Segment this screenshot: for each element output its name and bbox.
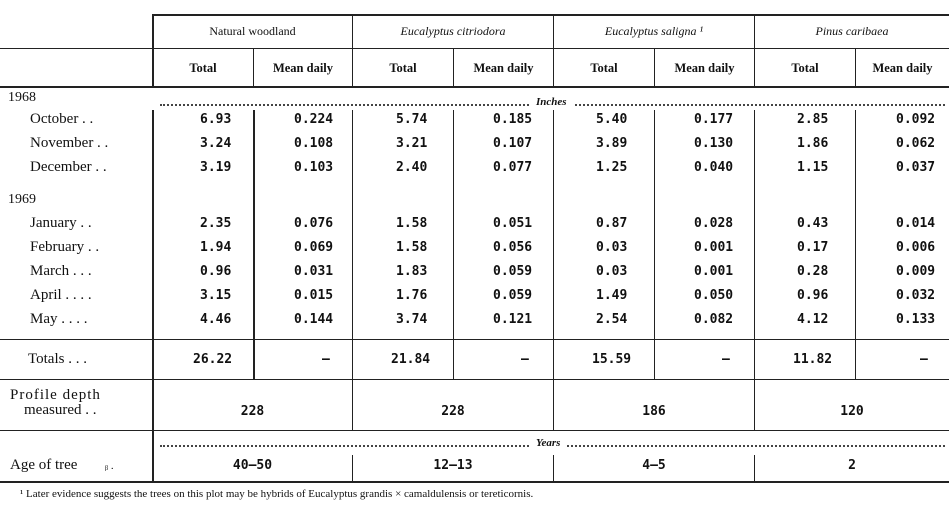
- cell-value: 0.144: [294, 312, 334, 327]
- cell-value: 0.040: [694, 160, 734, 175]
- cell-value: 0.130: [694, 136, 734, 151]
- age-of-tree-marker: ᵦ .: [105, 460, 114, 472]
- row-label: March . . .: [30, 263, 92, 279]
- cell-value: 0.009: [896, 264, 936, 279]
- col-header-pinus-caribaea: Pinus caribaea: [815, 24, 889, 38]
- unit-years: Years: [530, 437, 566, 449]
- total-dash: —: [920, 352, 928, 367]
- cell-value: 1.25: [596, 160, 628, 175]
- cell-value: 0.107: [493, 136, 533, 151]
- cell-value: 5.74: [396, 112, 428, 127]
- cell-value: 1.58: [396, 240, 428, 255]
- age-value: 4—5: [642, 458, 666, 473]
- total-dash: —: [521, 352, 529, 367]
- row-label: October . .: [30, 111, 94, 127]
- cell-value: 0.103: [294, 160, 334, 175]
- cell-value: 0.037: [896, 160, 936, 175]
- total-dash: —: [322, 352, 330, 367]
- cell-value: 1.58: [396, 216, 428, 231]
- cell-value: 2.40: [396, 160, 428, 175]
- cell-value: 2.35: [200, 216, 232, 231]
- row-label: January . .: [30, 215, 92, 231]
- subheader-mean-daily: Mean daily: [674, 61, 735, 75]
- cell-value: 0.96: [200, 264, 232, 279]
- total-value: 11.82: [793, 352, 833, 367]
- cell-value: 0.03: [596, 240, 628, 255]
- cell-value: 0.059: [493, 264, 533, 279]
- unit-inches: Inches: [530, 96, 573, 108]
- total-value: 26.22: [193, 352, 233, 367]
- cell-value: 0.185: [493, 112, 533, 127]
- subheader-total: Total: [389, 61, 417, 75]
- row-label: November . .: [30, 135, 109, 151]
- cell-value: 1.15: [797, 160, 829, 175]
- cell-value: 0.224: [294, 112, 334, 127]
- subheader-total: Total: [189, 61, 217, 75]
- cell-value: 0.96: [797, 288, 829, 303]
- cell-value: 0.059: [493, 288, 533, 303]
- cell-value: 2.54: [596, 312, 628, 327]
- cell-value: 0.006: [896, 240, 936, 255]
- cell-value: 4.12: [797, 312, 829, 327]
- cell-value: 0.014: [896, 216, 936, 231]
- cell-value: 3.24: [200, 136, 232, 151]
- cell-value: 0.001: [694, 240, 734, 255]
- age-value: 40—50: [232, 458, 273, 473]
- cell-value: 0.03: [596, 264, 628, 279]
- subheader-mean-daily: Mean daily: [473, 61, 534, 75]
- cell-value: 3.19: [200, 160, 232, 175]
- total-dash: —: [722, 352, 730, 367]
- cell-value: 3.15: [200, 288, 232, 303]
- subheader-total: Total: [791, 61, 819, 75]
- profile-depth-value: 186: [642, 404, 666, 419]
- profile-depth-label-line2: measured . .: [24, 402, 97, 418]
- cell-value: 0.108: [294, 136, 334, 151]
- cell-value: 3.89: [596, 136, 628, 151]
- totals-label: Totals . . .: [28, 351, 87, 367]
- cell-value: 1.76: [396, 288, 428, 303]
- year-label: 1968: [8, 90, 36, 105]
- cell-value: 2.85: [797, 112, 829, 127]
- total-value: 15.59: [592, 352, 632, 367]
- subheader-mean-daily: Mean daily: [872, 61, 933, 75]
- cell-value: 0.028: [694, 216, 734, 231]
- cell-value: 0.051: [493, 216, 533, 231]
- row-label: February . .: [30, 239, 100, 255]
- profile-depth-label: Profile depth: [10, 387, 101, 403]
- col-header-natural-woodland: Natural woodland: [209, 24, 296, 38]
- row-label: December . .: [30, 159, 107, 175]
- cell-value: 0.069: [294, 240, 334, 255]
- cell-value: 0.077: [493, 160, 533, 175]
- cell-value: 0.17: [797, 240, 829, 255]
- cell-value: 0.121: [493, 312, 533, 327]
- total-value: 21.84: [391, 352, 431, 367]
- cell-value: 1.83: [396, 264, 428, 279]
- cell-value: 0.133: [896, 312, 936, 327]
- cell-value: 0.177: [694, 112, 734, 127]
- cell-value: 0.056: [493, 240, 533, 255]
- year-label: 1969: [8, 192, 36, 207]
- cell-value: 0.050: [694, 288, 734, 303]
- profile-depth-value: 120: [840, 404, 864, 419]
- age-value: 12—13: [433, 458, 473, 473]
- cell-value: 0.001: [694, 264, 734, 279]
- cell-value: 1.86: [797, 136, 829, 151]
- cell-value: 1.49: [596, 288, 628, 303]
- subheader-mean-daily: Mean daily: [272, 61, 334, 75]
- cell-value: 0.076: [294, 216, 334, 231]
- age-value: 2: [848, 458, 856, 473]
- cell-value: 0.87: [596, 216, 628, 231]
- cell-value: 0.092: [896, 112, 936, 127]
- cell-value: 0.031: [294, 264, 334, 279]
- age-of-tree-label: Age of tree: [10, 457, 78, 473]
- cell-value: 0.082: [694, 312, 734, 327]
- cell-value: 0.43: [797, 216, 829, 231]
- cell-value: 5.40: [596, 112, 628, 127]
- subheader-total: Total: [590, 61, 618, 75]
- cell-value: 0.062: [896, 136, 936, 151]
- cell-value: 0.015: [294, 288, 334, 303]
- cell-value: 3.21: [396, 136, 428, 151]
- cell-value: 3.74: [396, 312, 428, 327]
- footnote: ¹ Later evidence suggests the trees on this plot may be hybrids of Eucalyptus grandis × camaldulensis or tereticornis.: [20, 488, 534, 500]
- cell-value: 1.94: [200, 240, 232, 255]
- col-header-eucalyptus-saligna: Eucalyptus saligna ¹: [604, 24, 704, 38]
- cell-value: 0.28: [797, 264, 829, 279]
- row-label: May . . . .: [30, 311, 88, 327]
- cell-value: 0.032: [896, 288, 936, 303]
- profile-depth-value: 228: [441, 404, 465, 419]
- cell-value: 4.46: [200, 312, 232, 327]
- cell-value: 6.93: [200, 112, 232, 127]
- profile-depth-value: 228: [240, 404, 265, 419]
- col-header-eucalyptus-citriodora: Eucalyptus citriodora: [400, 24, 506, 38]
- row-label: April . . . .: [30, 287, 92, 303]
